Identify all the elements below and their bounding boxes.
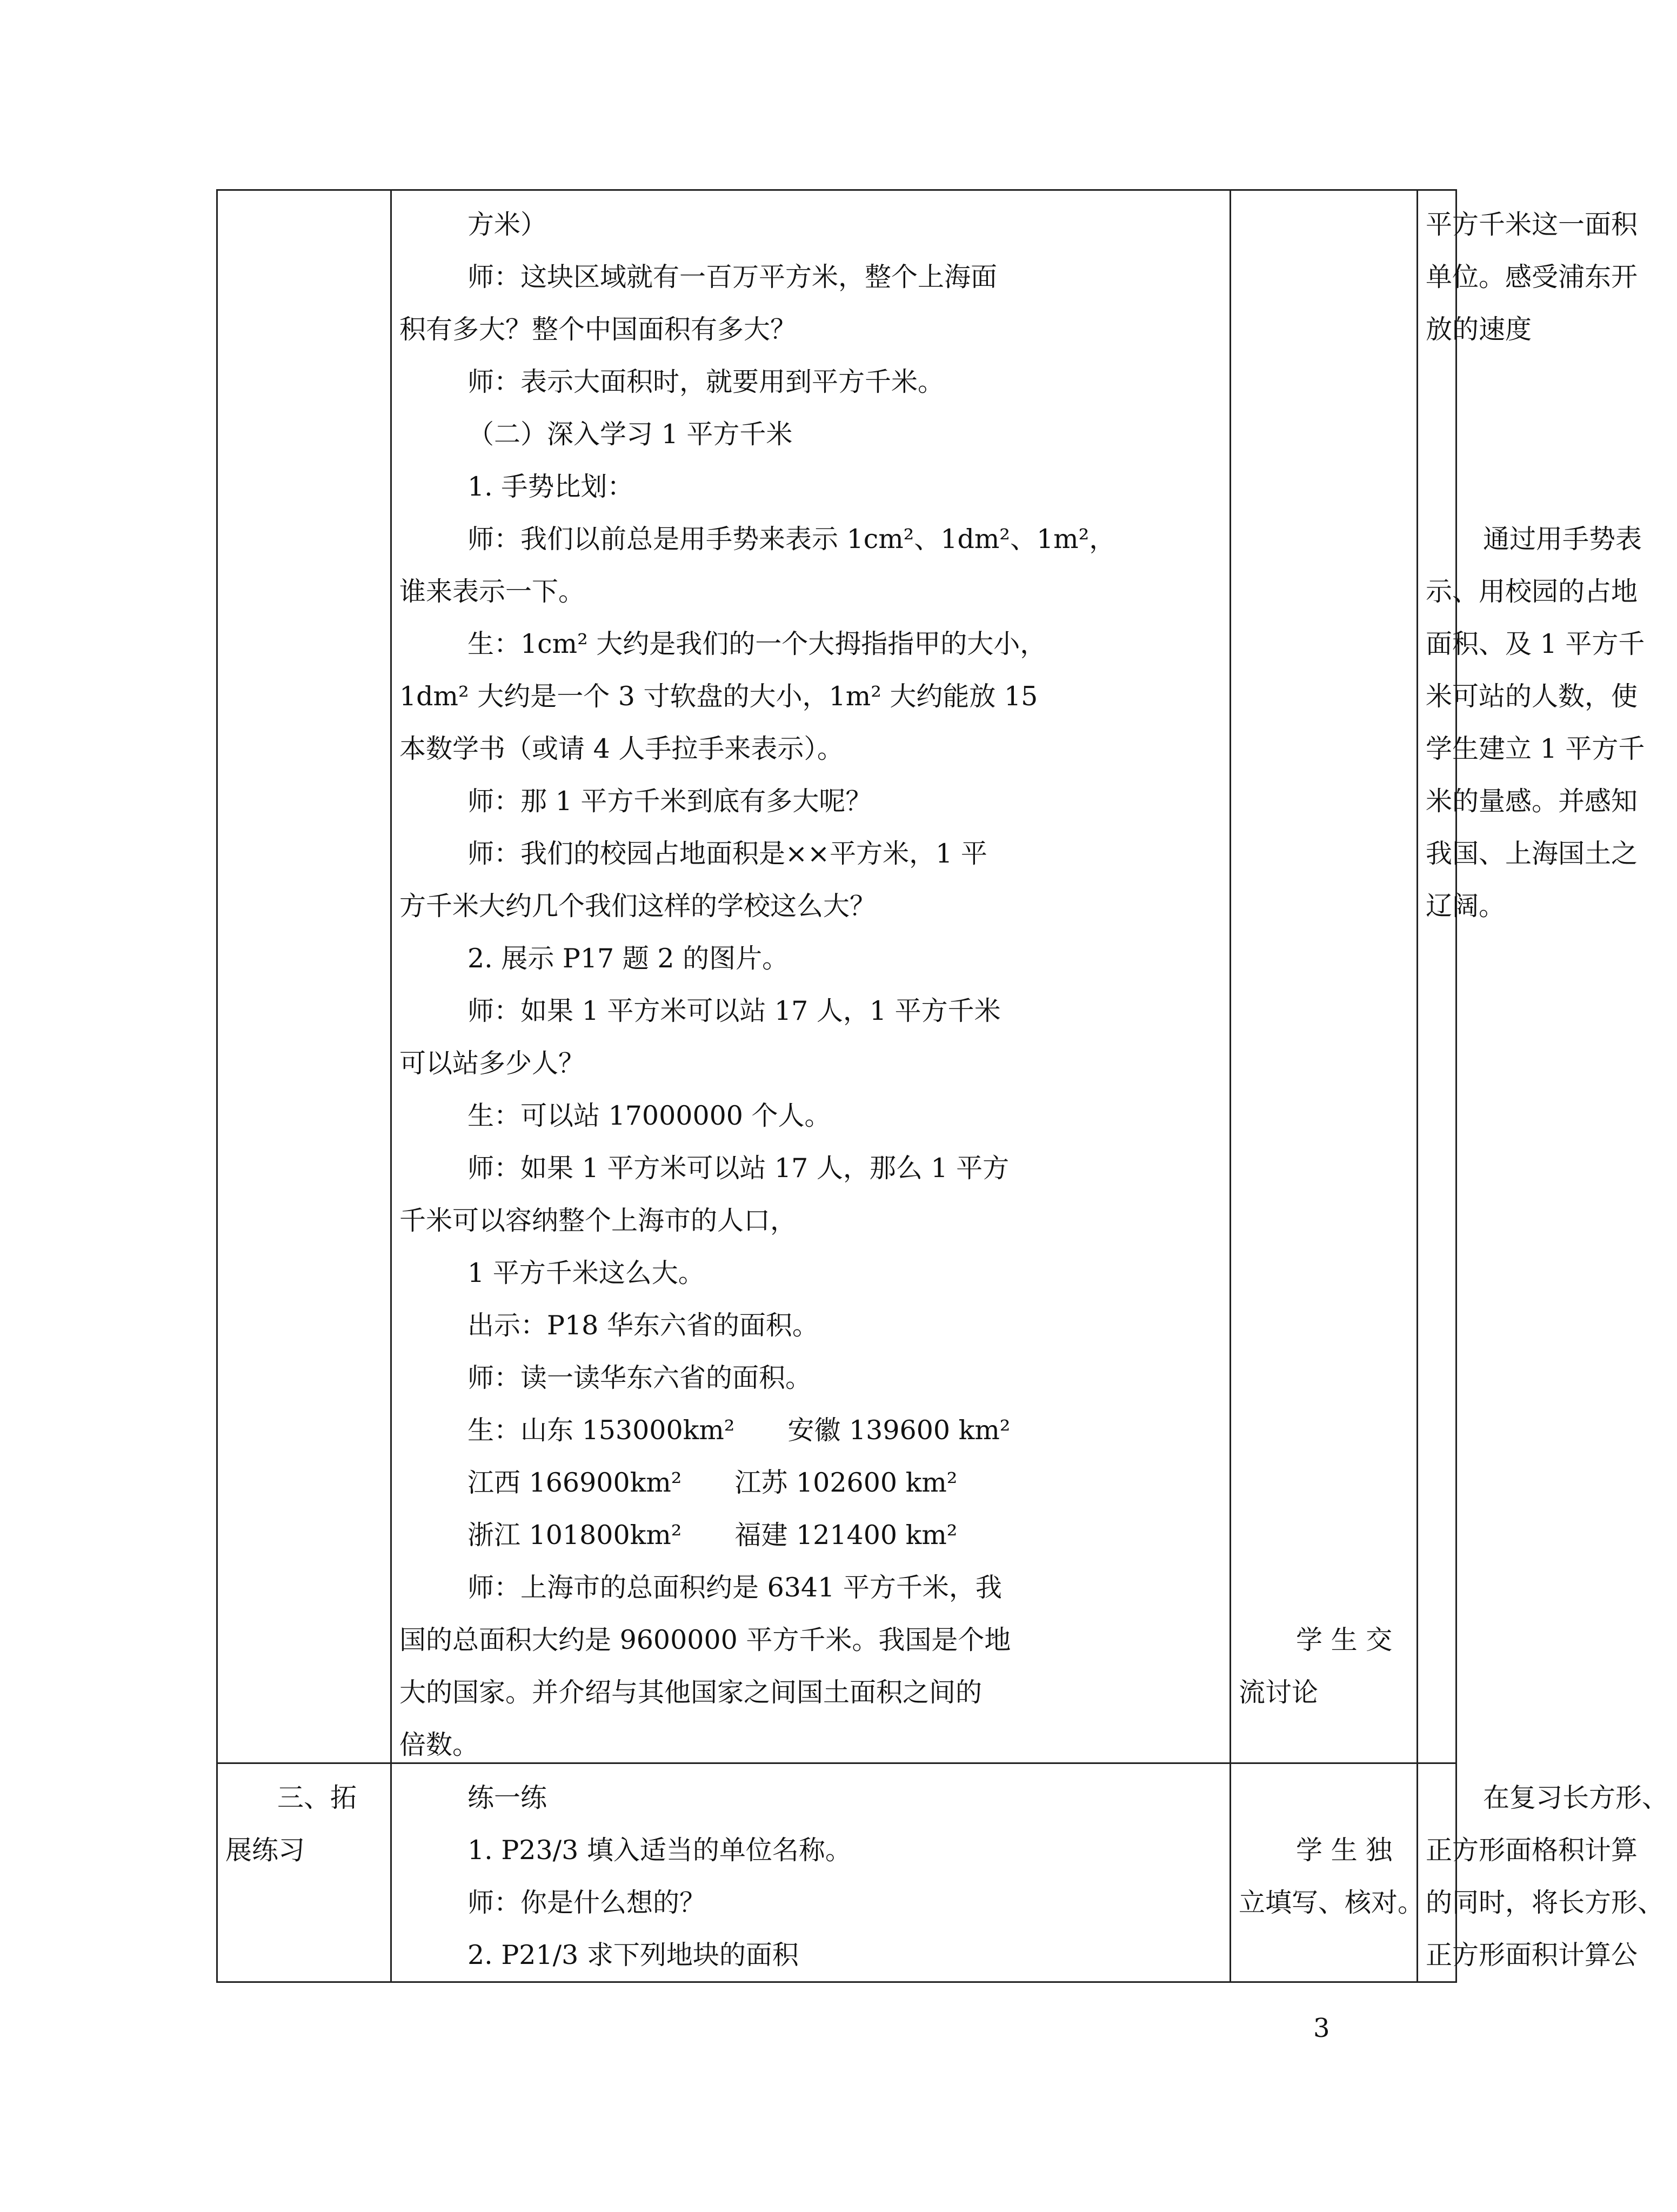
text-line: 学生建立 1 平方千 — [1426, 733, 1645, 764]
text-line: 千米可以容纳整个上海市的人口， — [399, 1205, 797, 1236]
text-line: 1 平方千米这么大。 — [467, 1258, 705, 1288]
page-number: 3 — [1313, 2013, 1330, 2043]
table-row — [216, 1762, 1669, 1983]
text-line: 生：1cm² 大约是我们的一个大拇指指甲的大小， — [467, 629, 1047, 659]
text-line: 通过用手势表 — [1483, 524, 1642, 554]
text-line: 积有多大？整个中国面积有多大？ — [399, 314, 797, 345]
text-line: 浙江 101800km² 福建 121400 km² — [467, 1520, 958, 1551]
text-line: 可以站多少人？ — [399, 1048, 585, 1079]
text-line: 师：如果 1 平方米可以站 17 人，1 平方千米 — [467, 995, 1001, 1026]
text-line: 师：你是什么想的？ — [467, 1887, 706, 1918]
text-line: 江西 166900km² 江苏 102600 km² — [467, 1467, 958, 1498]
text-line: 师：那 1 平方千米到底有多大呢？ — [467, 786, 872, 817]
text-line: 师：读一读华东六省的面积。 — [467, 1362, 812, 1393]
text-line: 谁来表示一下。 — [399, 576, 585, 607]
text-line: 三、拓 — [277, 1782, 357, 1813]
text-line: 本数学书（或请 4 人手拉手来表示）。 — [399, 733, 844, 764]
teaching-process-cell — [392, 1764, 1231, 1981]
text-line: 单位。感受浦东开 — [1426, 262, 1638, 292]
text-line: 展练习 — [225, 1835, 305, 1866]
text-line: 辽阔。 — [1426, 891, 1506, 921]
text-line: 学 生 交 — [1296, 1625, 1393, 1655]
text-line: 大的国家。并介绍与其他国家之间国土面积之间的 — [399, 1677, 983, 1708]
text-line: 师：上海市的总面积约是 6341 平方千米，我 — [467, 1572, 1002, 1603]
text-line: 的同时，将长方形、 — [1426, 1887, 1665, 1918]
text-line: 出示：P18 华东六省的面积。 — [467, 1310, 819, 1341]
text-line: 1. P23/3 填入适当的单位名称。 — [467, 1835, 852, 1866]
text-line: 倍数。 — [399, 1729, 479, 1760]
text-line: 生：可以站 17000000 个人。 — [467, 1100, 831, 1131]
text-line: 师：我们的校园占地面积是××平方米，1 平 — [467, 838, 987, 869]
text-line: 师：这块区域就有一百万平方米，整个上海面 — [467, 262, 998, 292]
text-line: 米可站的人数，使 — [1426, 681, 1638, 712]
text-line: 米的量感。并感知 — [1426, 786, 1638, 817]
teaching-process-cell — [392, 191, 1231, 1762]
text-line: 示、用校园的占地 — [1426, 576, 1638, 607]
stage-cell — [218, 191, 392, 1762]
text-line: 师：我们以前总是用手势来表示 1cm²、1dm²、1m²， — [467, 524, 1116, 554]
text-line: 师：表示大面积时，就要用到平方千米。 — [467, 366, 945, 397]
text-line: 方千米大约几个我们这样的学校这么大？ — [399, 891, 877, 921]
text-line: （二）深入学习 1 平方千米 — [467, 419, 793, 450]
text-line: 方米） — [467, 209, 547, 240]
student-activity-cell — [1231, 1764, 1425, 1981]
text-line: 在复习长方形、 — [1483, 1782, 1669, 1813]
text-line: 放的速度 — [1426, 314, 1532, 345]
text-line: 师：如果 1 平方米可以站 17 人，那么 1 平方 — [467, 1153, 1010, 1184]
text-line: 正方形面积计算公 — [1426, 1940, 1638, 1970]
design-intent-cell — [1418, 191, 1677, 1762]
text-line: 流讨论 — [1239, 1677, 1319, 1708]
text-line: 面积、及 1 平方千 — [1426, 629, 1645, 659]
student-activity-cell — [1231, 191, 1418, 1762]
text-line: 2. P21/3 求下列地块的面积 — [467, 1940, 799, 1970]
text-line: 1. 手势比划： — [467, 471, 634, 502]
stage-cell — [218, 1764, 392, 1981]
lesson-table — [216, 189, 1669, 1983]
text-line: 正方形面格积计算 — [1426, 1835, 1638, 1866]
text-line: 我国、上海国土之 — [1426, 838, 1638, 869]
text-line: 学 生 独 — [1296, 1835, 1393, 1866]
text-line: 平方千米这一面积 — [1426, 209, 1638, 240]
text-line: 国的总面积大约是 9600000 平方千米。我国是个地 — [399, 1625, 1011, 1655]
design-intent-cell — [1418, 1764, 1677, 1981]
table-row — [216, 189, 1645, 1762]
text-line: 生：山东 153000km² 安徽 139600 km² — [467, 1415, 1011, 1446]
text-line: 练一练 — [467, 1782, 547, 1813]
text-line: 1dm² 大约是一个 3 寸软盘的大小，1m² 大约能放 15 — [399, 681, 1038, 712]
text-line: 立填写、核对。 — [1239, 1887, 1425, 1918]
text-line: 2. 展示 P17 题 2 的图片。 — [467, 943, 789, 974]
